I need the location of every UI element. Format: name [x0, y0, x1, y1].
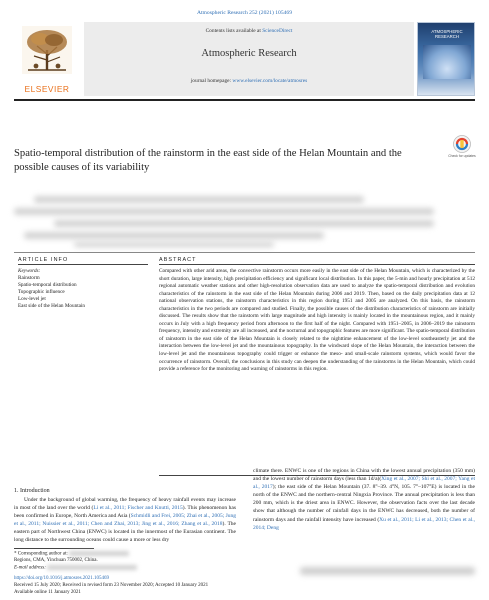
citation-link[interactable]: Xing et al., 2007; Shi et al., 2007; Yang et al., 2017	[253, 476, 475, 491]
redacted-email	[47, 565, 137, 570]
keyword-item: Spatio-temporal distribution	[18, 282, 77, 288]
keyword-item: Topographic influence	[18, 289, 65, 295]
keyword-item: Low-level jet	[18, 296, 46, 302]
keyword-item: East side of the Helan Mountain	[18, 303, 85, 309]
intro-text: ); the east side of the Helan Mountain (37. 8°–39. 4°N, 105. 7°–107°E) is located in the north of the ENWC and the northern-central Ningxia Province. The annual precipitation is less than 200 mm, which is the driest area in ENWC. However, the observation facts over the last decade show that although the number of rainfall days in the ENWC has decreased, both the number of rainstorm days and the rainfall intensity have increased (	[253, 484, 475, 523]
affiliation-note	[14, 558, 98, 563]
citation-link[interactable]: Li et al., 2011; Fischer and Knutti, 2015	[93, 505, 183, 512]
homepage-link[interactable]: www.elsevier.com/locate/atmosres	[232, 78, 308, 84]
redacted-text	[69, 551, 129, 556]
affiliation-text: Regions, CMA, Yinchuan 750002, China.	[14, 558, 98, 563]
abstract-rule	[159, 264, 475, 265]
journal-reference[interactable]: Atmospheric Research 252 (2021) 105469	[196, 10, 293, 16]
contents-prefix: Contents lists available at	[205, 28, 261, 34]
keyword-item: Rainstorm	[18, 275, 40, 281]
article-info-heading: ARTICLE INFO	[18, 257, 69, 263]
corresponding-author-note	[14, 551, 129, 557]
keywords-label: Keywords:	[18, 268, 41, 274]
intro-column-left	[14, 496, 236, 545]
elsevier-logo	[14, 22, 80, 96]
section-heading-introduction: 1. Introduction	[14, 488, 50, 494]
cover-artwork	[423, 45, 471, 79]
check-for-updates-icon[interactable]	[452, 134, 472, 156]
journal-title: Atmospheric Research	[201, 48, 297, 59]
article-title: Spatio-temporal distribution of the rainstorm in the east side of the Helan Mountain and the possible causes of its variability	[14, 148, 402, 173]
doi-line	[14, 576, 109, 581]
intro-text: ). The eastern part of Northwest China (ENWC) is located in the innermost of the Eurasian continent. The long distance to the surrounding oceans could cause a more or less dry	[14, 521, 236, 544]
available-online-line: Available online 11 January 2021	[14, 590, 81, 595]
email-note	[14, 565, 137, 571]
footnote-rule	[14, 548, 94, 549]
cover-title: ATMOSPHERIC RESEARCH	[431, 29, 463, 40]
sciencedirect-link[interactable]: ScienceDirect	[262, 28, 293, 34]
homepage-prefix: journal homepage:	[190, 78, 232, 84]
journal-banner	[84, 22, 414, 96]
keywords-block	[18, 268, 148, 310]
authors-affiliations-redacted	[14, 192, 475, 252]
intro-text: Under the background of global warming, the frequency of heavy rainfall events may increase in most of the land over the world (	[14, 497, 236, 512]
article-info-rule	[18, 264, 148, 265]
abstract-heading: ABSTRACT	[159, 257, 197, 263]
journal-header	[14, 22, 475, 96]
email-label: E-mail address:	[14, 565, 46, 571]
doi-link[interactable]: https://doi.org/10.1016/j.atmosres.2021.105469	[14, 576, 110, 581]
citation-link[interactable]: Schmidli and Frei, 2005; Zhai et al., 2005; Jung et al., 2011; Nuissier et al., 2011; Chen and Zhai, 2013; Jing et al., 2016; Zhang et al., 2018	[14, 513, 236, 528]
homepage-line	[84, 78, 414, 84]
header-rule	[14, 99, 475, 101]
journal-cover-image	[417, 22, 475, 96]
intro-column-right	[253, 467, 475, 532]
elsevier-tree-icon	[22, 26, 72, 74]
elsevier-wordmark: ELSEVIER	[24, 84, 70, 94]
intro-text: ). This phenomenon has been confirmed in Europe, North America and Asia (	[14, 505, 236, 520]
received-line: Received 15 July 2020; Received in revised form 23 November 2020; Accepted 10 January 2021	[14, 583, 209, 588]
check-for-updates-label: Check for updates	[448, 154, 476, 158]
abstract-text: Compared with other arid areas, the convective rainstorm occurs more easily in the east side of the Helan Mountain, which is characterized by the short duration, large intensity, high precipitation efficiency and significant local distribution. In this paper, the 5-min and hourly precipitation at 512 regional automatic weather stations and other high-resolution observation data are used to analyze the spatio-temporal distribution and evolution characteristics of the rainstorm in the east side of the Helan Mountain during 2006 and 2019. Then, based on the daily precipitation data at 12 national observation stations, the rainstorm characteristics in this region during 1951 and 2005 are analyzed. On this basis, the rainstorm characteristics in the two periods are compared and studied. Finally, the possible causes of the distribution characteristics of rainstorm are initially discussed. The results show that the rainstorm with large magnitude and high intensity is mainly located in the mountainous region, and it mainly occurs in July with a high frequency period from afternoon to the first half of the night. Compared with 1951–2005, in 2006–2019 the rainstorm frequency, intensity and extremity are all increased, and the nocturnal and topographic features are more significant. The spatio-temporal distribution of rainstorm in the east side of the Helan Mountain is closely related to the nighttime enhancement of the low-level southeasterly jet and the interaction between the low-level jet and the mountainous topography. In the windward slope of the Helan Mountain, the interaction between the low-level jet and the mountainous topography could trigger or enhance the meso- and small-scale rainstorm systems, which would favor the occurrence of rainstorm. Overall, the conclusions in this study can deepen the understanding of the rainstorms in the Helan Mountain, which could provide a reference for the monitoring and warning of rainstorms in this region.	[159, 268, 475, 373]
info-top-rule	[14, 252, 475, 253]
intro-text: climate there. ENWC is one of the regions in China with the lowest annual precipitation (350 mm) and the lowest number of rainstorm days (less than 1d/a)(	[253, 468, 475, 483]
citation-link[interactable]: Xu et al., 2011; Li et al., 2013; Chen et al., 2014; Deng	[253, 516, 475, 531]
contents-line	[84, 28, 414, 34]
redacted-footnote-right	[300, 567, 475, 575]
corresponding-author-label: * Corresponding author at:	[14, 551, 68, 557]
